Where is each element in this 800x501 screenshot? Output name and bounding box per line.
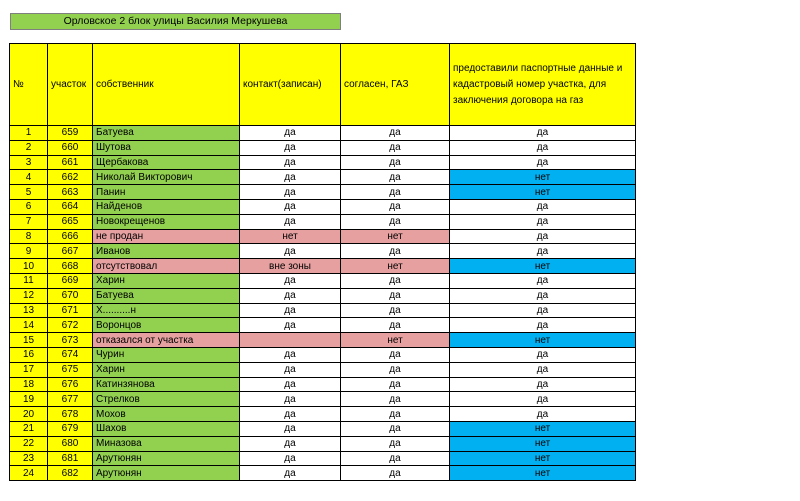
header-num: № [10, 44, 48, 126]
table-body [10, 126, 636, 481]
row-num-cell: 23 [10, 451, 48, 466]
owner-cell: Батуева [93, 126, 240, 141]
docs-cell: нет [450, 185, 636, 200]
owner-cell: Арутюнян [93, 466, 240, 481]
table-row [10, 436, 636, 451]
agree-cell: да [341, 362, 450, 377]
plot-cell: 672 [48, 318, 93, 333]
table-row [10, 421, 636, 436]
contact-cell: вне зоны [240, 259, 341, 274]
owner-cell: Чурин [93, 347, 240, 362]
agree-cell: да [341, 273, 450, 288]
docs-cell: нет [450, 333, 636, 348]
owner-cell: отказался от участка [93, 333, 240, 348]
owner-cell: Шутова [93, 140, 240, 155]
row-num-cell: 18 [10, 377, 48, 392]
row-num-cell: 10 [10, 259, 48, 274]
contact-cell: да [240, 185, 341, 200]
plot-cell: 674 [48, 347, 93, 362]
plot-cell: 667 [48, 244, 93, 259]
docs-cell: да [450, 347, 636, 362]
agree-cell: да [341, 185, 450, 200]
header-agree: согласен, ГАЗ [341, 44, 450, 126]
docs-cell: нет [450, 451, 636, 466]
row-num-cell: 3 [10, 155, 48, 170]
contact-cell: да [240, 126, 341, 141]
contact-cell: да [240, 436, 341, 451]
contact-cell: да [240, 214, 341, 229]
owner-cell: не продан [93, 229, 240, 244]
docs-cell: да [450, 126, 636, 141]
table-row [10, 288, 636, 303]
plot-cell: 669 [48, 273, 93, 288]
row-num-cell: 19 [10, 392, 48, 407]
contact-cell: да [240, 170, 341, 185]
agree-cell: да [341, 155, 450, 170]
header-plot: участок [48, 44, 93, 126]
plot-cell: 666 [48, 229, 93, 244]
docs-cell: да [450, 214, 636, 229]
agree-cell: нет [341, 259, 450, 274]
table-row [10, 273, 636, 288]
plot-cell: 665 [48, 214, 93, 229]
agree-cell: нет [341, 333, 450, 348]
table-row [10, 199, 636, 214]
table-row [10, 333, 636, 348]
docs-cell: да [450, 244, 636, 259]
plot-cell: 675 [48, 362, 93, 377]
agree-cell: да [341, 421, 450, 436]
agree-cell: да [341, 347, 450, 362]
agree-cell: да [341, 170, 450, 185]
contact-cell: да [240, 199, 341, 214]
docs-cell: да [450, 288, 636, 303]
table-row [10, 229, 636, 244]
plot-cell: 671 [48, 303, 93, 318]
plot-cell: 668 [48, 259, 93, 274]
table-row [10, 259, 636, 274]
agree-cell: да [341, 407, 450, 422]
plot-cell: 662 [48, 170, 93, 185]
contact-cell: да [240, 288, 341, 303]
row-num-cell: 11 [10, 273, 48, 288]
owner-cell: Найденов [93, 199, 240, 214]
table-row [10, 140, 636, 155]
docs-cell: да [450, 318, 636, 333]
plot-cell: 677 [48, 392, 93, 407]
plot-cell: 663 [48, 185, 93, 200]
table-row [10, 185, 636, 200]
docs-cell: нет [450, 436, 636, 451]
contact-cell: нет [240, 229, 341, 244]
owner-cell: Воронцов [93, 318, 240, 333]
owner-cell: Иванов [93, 244, 240, 259]
owner-cell: Харин [93, 273, 240, 288]
docs-cell: да [450, 362, 636, 377]
owner-cell: Стрелков [93, 392, 240, 407]
table-row [10, 318, 636, 333]
table-row [10, 214, 636, 229]
contact-cell [240, 333, 341, 348]
plot-cell: 681 [48, 451, 93, 466]
plot-cell: 680 [48, 436, 93, 451]
row-num-cell: 6 [10, 199, 48, 214]
contact-cell: да [240, 451, 341, 466]
owner-cell: Катинзянова [93, 377, 240, 392]
row-num-cell: 2 [10, 140, 48, 155]
agree-cell: да [341, 140, 450, 155]
docs-cell: да [450, 140, 636, 155]
agree-cell: да [341, 288, 450, 303]
agree-cell: да [341, 126, 450, 141]
row-num-cell: 21 [10, 421, 48, 436]
contact-cell: да [240, 466, 341, 481]
plot-cell: 679 [48, 421, 93, 436]
agree-cell: да [341, 466, 450, 481]
owner-cell: Миназова [93, 436, 240, 451]
owner-cell: Щербакова [93, 155, 240, 170]
owner-cell: Новокрещенов [93, 214, 240, 229]
owner-cell: Николай Викторович [93, 170, 240, 185]
contact-cell: да [240, 392, 341, 407]
plot-cell: 659 [48, 126, 93, 141]
docs-cell: нет [450, 170, 636, 185]
table-row [10, 466, 636, 481]
plot-cell: 678 [48, 407, 93, 422]
row-num-cell: 24 [10, 466, 48, 481]
row-num-cell: 12 [10, 288, 48, 303]
row-num-cell: 17 [10, 362, 48, 377]
owner-cell: Батуева [93, 288, 240, 303]
row-num-cell: 9 [10, 244, 48, 259]
row-num-cell: 1 [10, 126, 48, 141]
agree-cell: да [341, 244, 450, 259]
contact-cell: да [240, 362, 341, 377]
contact-cell: да [240, 244, 341, 259]
agree-cell: да [341, 318, 450, 333]
plot-cell: 664 [48, 199, 93, 214]
agree-cell: да [341, 199, 450, 214]
header-docs: предоставили паспортные данные и кадастровый номер участка, для заключения договора на газ [450, 44, 636, 126]
header-contact: контакт(записан) [240, 44, 341, 126]
agree-cell: да [341, 392, 450, 407]
contact-cell: да [240, 318, 341, 333]
row-num-cell: 13 [10, 303, 48, 318]
sheet-title: Орловское 2 блок улицы Василия Меркушева [10, 13, 341, 30]
row-num-cell: 7 [10, 214, 48, 229]
table-row [10, 244, 636, 259]
row-num-cell: 20 [10, 407, 48, 422]
gas-connection-table [9, 43, 636, 481]
owner-cell: отсутствовал [93, 259, 240, 274]
docs-cell: да [450, 303, 636, 318]
row-num-cell: 8 [10, 229, 48, 244]
contact-cell: да [240, 155, 341, 170]
contact-cell: да [240, 407, 341, 422]
table-row [10, 451, 636, 466]
plot-cell: 660 [48, 140, 93, 155]
table-row [10, 347, 636, 362]
owner-cell: Арутюнян [93, 451, 240, 466]
docs-cell: да [450, 377, 636, 392]
agree-cell: да [341, 436, 450, 451]
contact-cell: да [240, 273, 341, 288]
plot-cell: 670 [48, 288, 93, 303]
table-row [10, 392, 636, 407]
plot-cell: 682 [48, 466, 93, 481]
docs-cell: нет [450, 466, 636, 481]
table-row [10, 170, 636, 185]
agree-cell: да [341, 303, 450, 318]
docs-cell: да [450, 155, 636, 170]
agree-cell: да [341, 377, 450, 392]
owner-cell: Х..........н [93, 303, 240, 318]
docs-cell: да [450, 229, 636, 244]
contact-cell: да [240, 303, 341, 318]
owner-cell: Шахов [93, 421, 240, 436]
contact-cell: да [240, 421, 341, 436]
row-num-cell: 5 [10, 185, 48, 200]
agree-cell: да [341, 214, 450, 229]
docs-cell: нет [450, 259, 636, 274]
docs-cell: да [450, 273, 636, 288]
owner-cell: Панин [93, 185, 240, 200]
owner-cell: Мохов [93, 407, 240, 422]
table-row [10, 407, 636, 422]
docs-cell: нет [450, 421, 636, 436]
header-row [10, 44, 636, 126]
table-row [10, 377, 636, 392]
agree-cell: нет [341, 229, 450, 244]
agree-cell: да [341, 451, 450, 466]
plot-cell: 661 [48, 155, 93, 170]
docs-cell: да [450, 199, 636, 214]
owner-cell: Харин [93, 362, 240, 377]
header-owner: собственник [93, 44, 240, 126]
row-num-cell: 16 [10, 347, 48, 362]
table-row [10, 303, 636, 318]
table-row [10, 126, 636, 141]
table-row [10, 362, 636, 377]
docs-cell: да [450, 392, 636, 407]
table-row [10, 155, 636, 170]
contact-cell: да [240, 377, 341, 392]
row-num-cell: 15 [10, 333, 48, 348]
row-num-cell: 4 [10, 170, 48, 185]
contact-cell: да [240, 140, 341, 155]
plot-cell: 676 [48, 377, 93, 392]
row-num-cell: 22 [10, 436, 48, 451]
row-num-cell: 14 [10, 318, 48, 333]
contact-cell: да [240, 347, 341, 362]
docs-cell: да [450, 407, 636, 422]
plot-cell: 673 [48, 333, 93, 348]
